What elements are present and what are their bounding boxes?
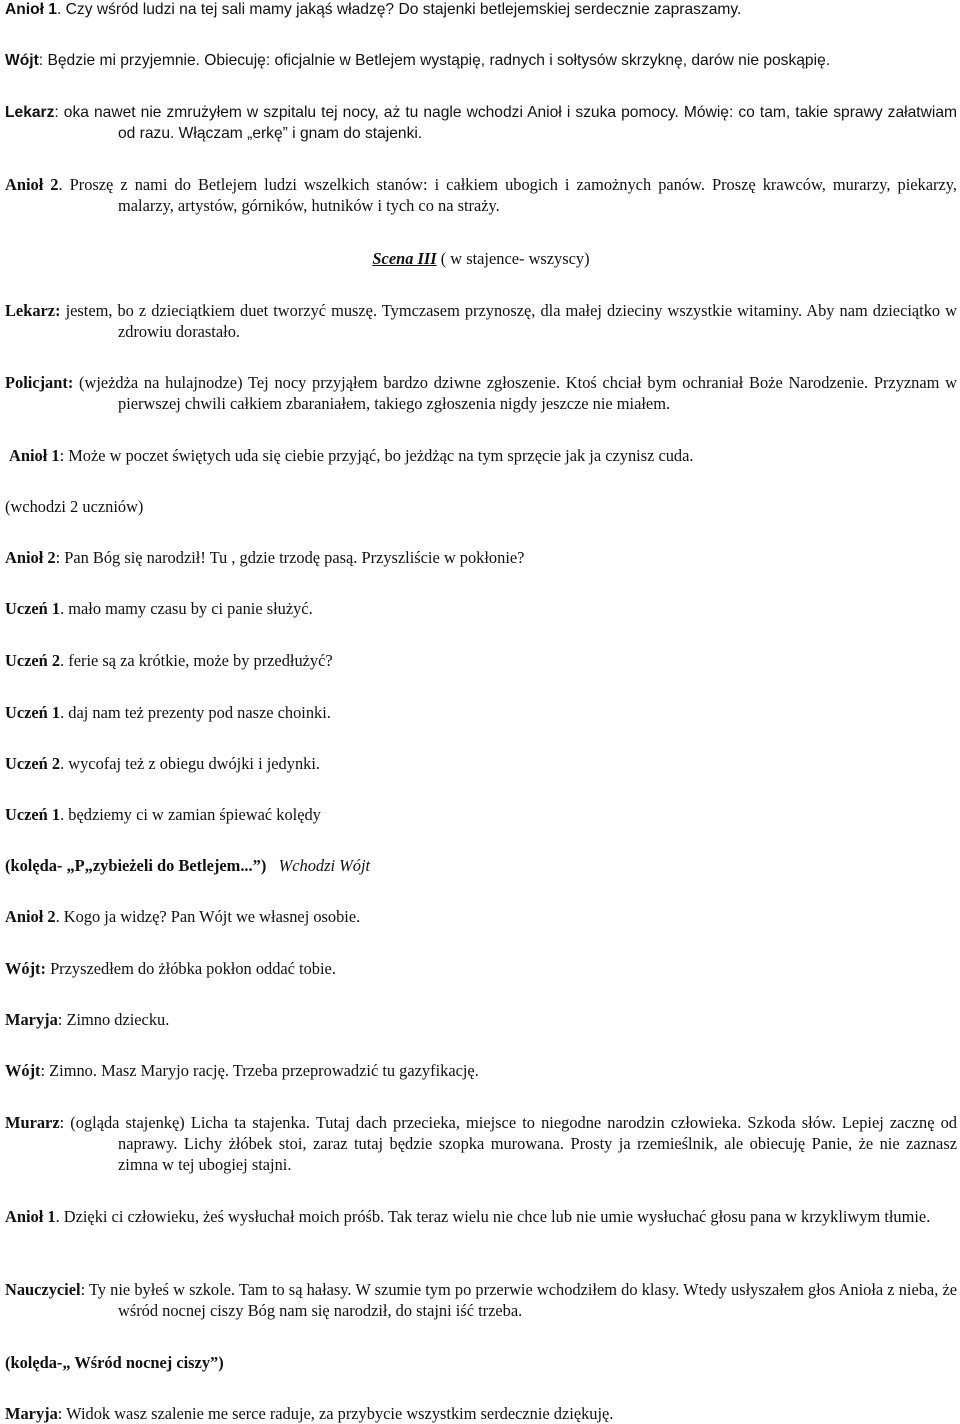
line-text: . mało mamy czasu by ci panie służyć.	[60, 599, 313, 618]
line-uczen1-2	[5, 702, 957, 723]
speaker: Wójt	[5, 1061, 41, 1080]
speaker: Uczeń 2	[5, 754, 61, 773]
speaker: Uczeń 2	[5, 651, 61, 670]
line-aniol2-1	[5, 174, 957, 216]
line-text: : oka nawet nie zmrużyłem w szpitalu tej nocy, aż tu nagle wchodzi Anioł i szuka pomocy. Mówię: co tam, takie sprawy załatwiam od razu. Włączam „erkę” i gnam do stajenki.	[54, 104, 957, 142]
line-lekarz-1	[5, 102, 957, 144]
line-text: : Zimno dziecku.	[57, 1010, 170, 1029]
line-aniol1-3	[5, 1206, 957, 1227]
line-uczen1-1	[5, 598, 957, 619]
speaker: Uczeń 1	[5, 599, 61, 618]
line-uczen1-3	[5, 804, 957, 825]
speaker: Anioł 2	[5, 175, 59, 194]
speaker: Maryja	[5, 1010, 58, 1029]
line-nauczyciel	[5, 1279, 957, 1321]
line-text: : Będzie mi przyjemnie. Obiecuję: oficjalnie w Betlejem wystąpię, radnych i sołtysów skrzyknę, darów nie poskąpię.	[38, 52, 831, 69]
speaker: Nauczyciel	[5, 1280, 81, 1299]
carol-direction-1	[5, 855, 957, 876]
carol-direction-2	[5, 1352, 957, 1373]
line-text: . wycofaj też z obiegu dwójki i jedynki.	[60, 754, 320, 773]
line-aniol2-3	[5, 906, 957, 927]
speaker: Anioł 1	[5, 1, 57, 18]
line-aniol2-2	[5, 547, 957, 568]
line-uczen2-1	[5, 650, 957, 671]
speaker: Uczeń 1	[5, 805, 61, 824]
speaker: Anioł 1	[5, 1207, 56, 1226]
line-wojt-2	[5, 958, 957, 979]
line-aniol1-2	[9, 445, 960, 466]
speaker: Policjant:	[5, 373, 74, 392]
line-text: : Zimno. Masz Maryjo rację. Trzeba przeprowadzić tu gazyfikację.	[40, 1061, 479, 1080]
speaker: Wójt	[5, 52, 39, 69]
line-wojt-1	[5, 50, 957, 71]
line-text: jestem, bo z dzieciątkiem duet tworzyć muszę. Tymczasem przynoszę, dla małej dzieciny wszystkie witaminy. Aby nam dzieciątko w zdrowiu dorastało.	[60, 301, 957, 341]
line-lekarz-2	[5, 300, 957, 342]
stage-direction	[5, 496, 957, 517]
scene-note: ( w stajence- wszyscy)	[436, 249, 590, 268]
speaker: Anioł 2	[5, 548, 56, 567]
line-wojt-3	[5, 1060, 957, 1081]
speaker: Anioł 2	[5, 907, 56, 926]
line-text: : (ogląda stajenkę) Licha ta stajenka. Tutaj dach przecieka, miejsce to niegodne narodzin człowieka. Szkoda słów. Lepiej zacznę od naprawy. Lichy żłóbek stoi, zaraz tutaj będzie szopka murowana. Prosty ja rzemieślnik, ale obiecuję Panie, że nie zaznasz zimna w tej ubogiej stajni.	[59, 1113, 957, 1174]
speaker: Anioł 1	[9, 446, 60, 465]
line-text: . Czy wśród ludzi na tej sali mamy jakąś władzę? Do stajenki betlejemskiej serdecznie zapraszamy.	[56, 1, 742, 18]
stage-note: Wchodzi Wójt	[278, 856, 371, 875]
line-text: : Pan Bóg się narodził! Tu , gdzie trzodę pasą. Przyszliście w pokłonie?	[55, 548, 525, 567]
line-text: : Widok wasz szalenie me serce raduje, za przybycie wszystkim serdecznie dziękuję.	[57, 1404, 614, 1423]
line-text: . daj nam też prezenty pod nasze choinki.	[60, 703, 331, 722]
line-text: Przyszedłem do żłóbka pokłon oddać tobie.	[45, 959, 336, 978]
line-text: . ferie są za krótkie, może by przedłużyć?	[60, 651, 333, 670]
scene-heading	[5, 248, 957, 269]
line-policjant	[5, 372, 957, 414]
line-uczen2-2	[5, 753, 957, 774]
speaker: Murarz	[5, 1113, 60, 1132]
line-maryja-1	[5, 1009, 957, 1030]
line-text: (wchodzi 2 uczniów)	[5, 497, 144, 516]
speaker: Maryja	[5, 1404, 58, 1423]
carol-title: (kolęda- „P„zybieżeli do Betlejem...”)	[5, 856, 267, 875]
carol-title: (kolęda-„ Wśród nocnej ciszy”)	[5, 1353, 224, 1372]
line-text: . Kogo ja widzę? Pan Wójt we własnej osobie.	[55, 907, 361, 926]
scene-title: Scena III	[372, 249, 437, 268]
line-text: (wjeżdża na hulajnodze) Tej nocy przyjąłem bardzo dziwne zgłoszenie. Ktoś chciał bym ochraniał Boże Narodzenie. Przyznam w pierwszej chwili całkiem zbaraniałem, takiego zgłoszenia nigdy jeszcze nie miałem.	[73, 373, 957, 413]
line-text: . Proszę z nami do Betlejem ludzi wszelkich stanów: i całkiem ubogich i zamożnych panów. Proszę krawców, murarzy, piekarzy, malarzy, artystów, górników, hutników i tych co na straży.	[58, 175, 957, 215]
line-text: : Może w poczet świętych uda się ciebie przyjąć, bo jeżdżąc na tym sprzęcie jak ja czynisz cuda.	[59, 446, 694, 465]
speaker: Lekarz:	[5, 301, 61, 320]
line-text: . Dzięki ci człowieku, żeś wysłuchał moich próśb. Tak teraz wielu nie chce lub nie umie wysłuchać głosu pana w krzykliwym tłumie.	[55, 1207, 931, 1226]
line-text: . będziemy ci w zamian śpiewać kolędy	[60, 805, 321, 824]
line-maryja-2	[5, 1403, 957, 1424]
speaker: Uczeń 1	[5, 703, 61, 722]
line-text: : Ty nie byłeś w szkole. Tam to są hałasy. W szumie tym po przerwie wchodziłem do klasy. Wtedy usłyszałem głos Anioła z nieba, że wśród nocnej ciszy Bóg nam się narodził, do stajni iść trzeba.	[80, 1280, 957, 1320]
line-aniol1-intro	[5, 0, 957, 20]
speaker: Lekarz	[5, 104, 55, 121]
line-murarz	[5, 1112, 957, 1175]
speaker: Wójt:	[5, 959, 46, 978]
